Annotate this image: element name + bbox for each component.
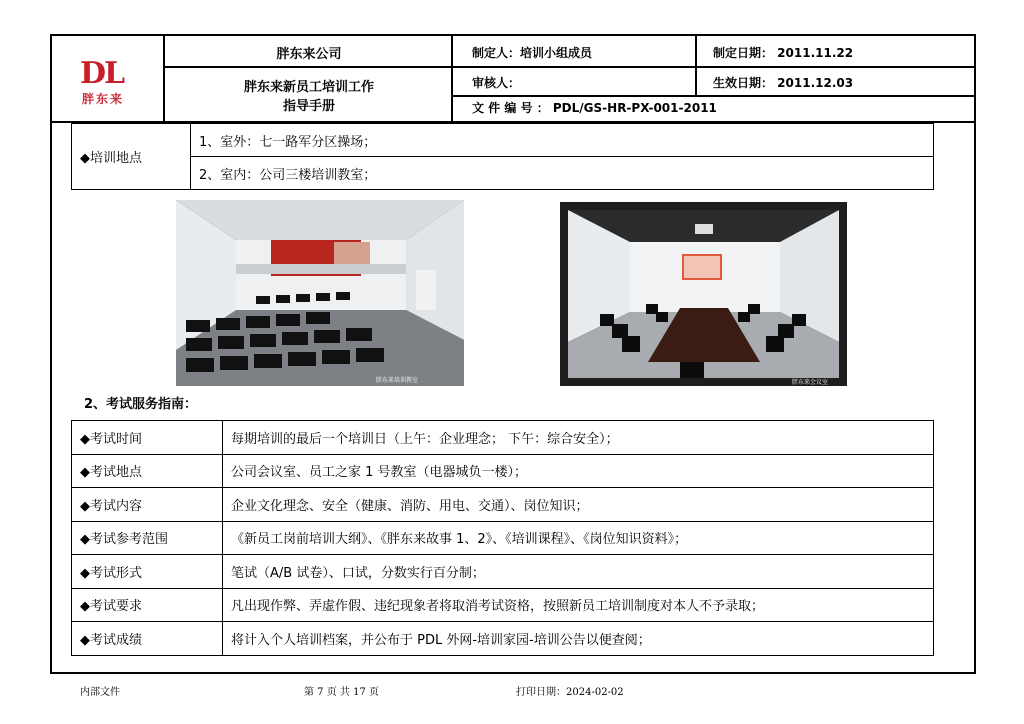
row-value: 将计入个人培训档案，并公布于 PDL 外网-培训家园-培训公告以便查阅； bbox=[223, 622, 934, 656]
table-row bbox=[72, 454, 934, 488]
title-line-1: 胖东来新员工培训工作 bbox=[243, 80, 374, 95]
training-location-table bbox=[71, 123, 934, 190]
author-field: 制定人：培训小组成员 bbox=[472, 45, 593, 60]
table-row bbox=[72, 588, 934, 622]
footer-print-date: 打印日期：2024-02-02 bbox=[516, 687, 624, 698]
classroom-photo bbox=[176, 200, 464, 386]
exam-service-table bbox=[71, 420, 934, 656]
document-title bbox=[166, 74, 452, 120]
row-label: ◆考试地点 bbox=[72, 454, 223, 488]
row-value: 笔试（A/B 试卷）、口试，分数实行百分制； bbox=[223, 555, 934, 589]
footer-page-number: 第 7 页 共 17 页 bbox=[304, 687, 379, 698]
table-row bbox=[72, 421, 934, 455]
photo-caption: 胖东来会议室 bbox=[792, 379, 829, 386]
location-indoor: 2、室内：公司三楼培训教室； bbox=[191, 157, 934, 190]
row-value: 《新员工岗前培训大纲》、《胖东来故事 1、2》、《培训课程》、《岗位知识资料》； bbox=[223, 521, 934, 555]
photo-caption: 胖东来培训教室 bbox=[376, 377, 419, 384]
classroom-illustration bbox=[176, 200, 464, 386]
row-value: 企业文化理念、安全（健康、消防、用电、交通）、岗位知识； bbox=[223, 488, 934, 522]
table-row bbox=[72, 124, 934, 157]
made-date-field: 制定日期： 2011.11.22 bbox=[713, 45, 854, 60]
location-outdoor: 1、室外：七一路军分区操场； bbox=[191, 124, 934, 157]
company-name: 胖东来公司 bbox=[276, 46, 342, 62]
row-label: ◆考试形式 bbox=[72, 555, 223, 589]
row-label: ◆考试内容 bbox=[72, 488, 223, 522]
effective-date-field: 生效日期： 2011.12.03 bbox=[713, 75, 854, 90]
row-label: ◆考试参考范围 bbox=[72, 521, 223, 555]
row-label: ◆考试时间 bbox=[72, 421, 223, 455]
table-row bbox=[72, 521, 934, 555]
section-title: 2、考试服务指南： bbox=[84, 397, 198, 412]
table-row bbox=[72, 555, 934, 589]
footer-internal: 内部文件 bbox=[80, 687, 120, 698]
row-value: 每期培训的最后一个培训日（上午：企业理念； 下午：综合安全）； bbox=[223, 421, 934, 455]
meeting-room-photo bbox=[560, 202, 847, 386]
row-label: ◆考试要求 bbox=[72, 588, 223, 622]
company-logo bbox=[52, 36, 164, 122]
title-line-2: 指导手册 bbox=[282, 99, 335, 114]
table-row bbox=[72, 157, 934, 190]
location-label: ◆培训地点 bbox=[72, 124, 191, 190]
row-value: 公司会议室、员工之家 1 号教室（电器城负一楼）； bbox=[223, 454, 934, 488]
doc-number-field: 文 件 编 号 ： PDL/GS-HR-PX-001-2011 bbox=[472, 101, 717, 115]
table-row bbox=[72, 622, 934, 656]
logo-text: 胖东来 bbox=[82, 92, 125, 106]
reviewer-field: 审核人： bbox=[472, 75, 521, 90]
row-value: 凡出现作弊、弄虚作假、违纪现象者将取消考试资格，按照新员工培训制度对本人不予录取； bbox=[223, 588, 934, 622]
meeting-room-illustration bbox=[560, 202, 847, 386]
row-label: ◆考试成绩 bbox=[72, 622, 223, 656]
logo-mark: DL bbox=[80, 56, 124, 91]
table-row bbox=[72, 488, 934, 522]
